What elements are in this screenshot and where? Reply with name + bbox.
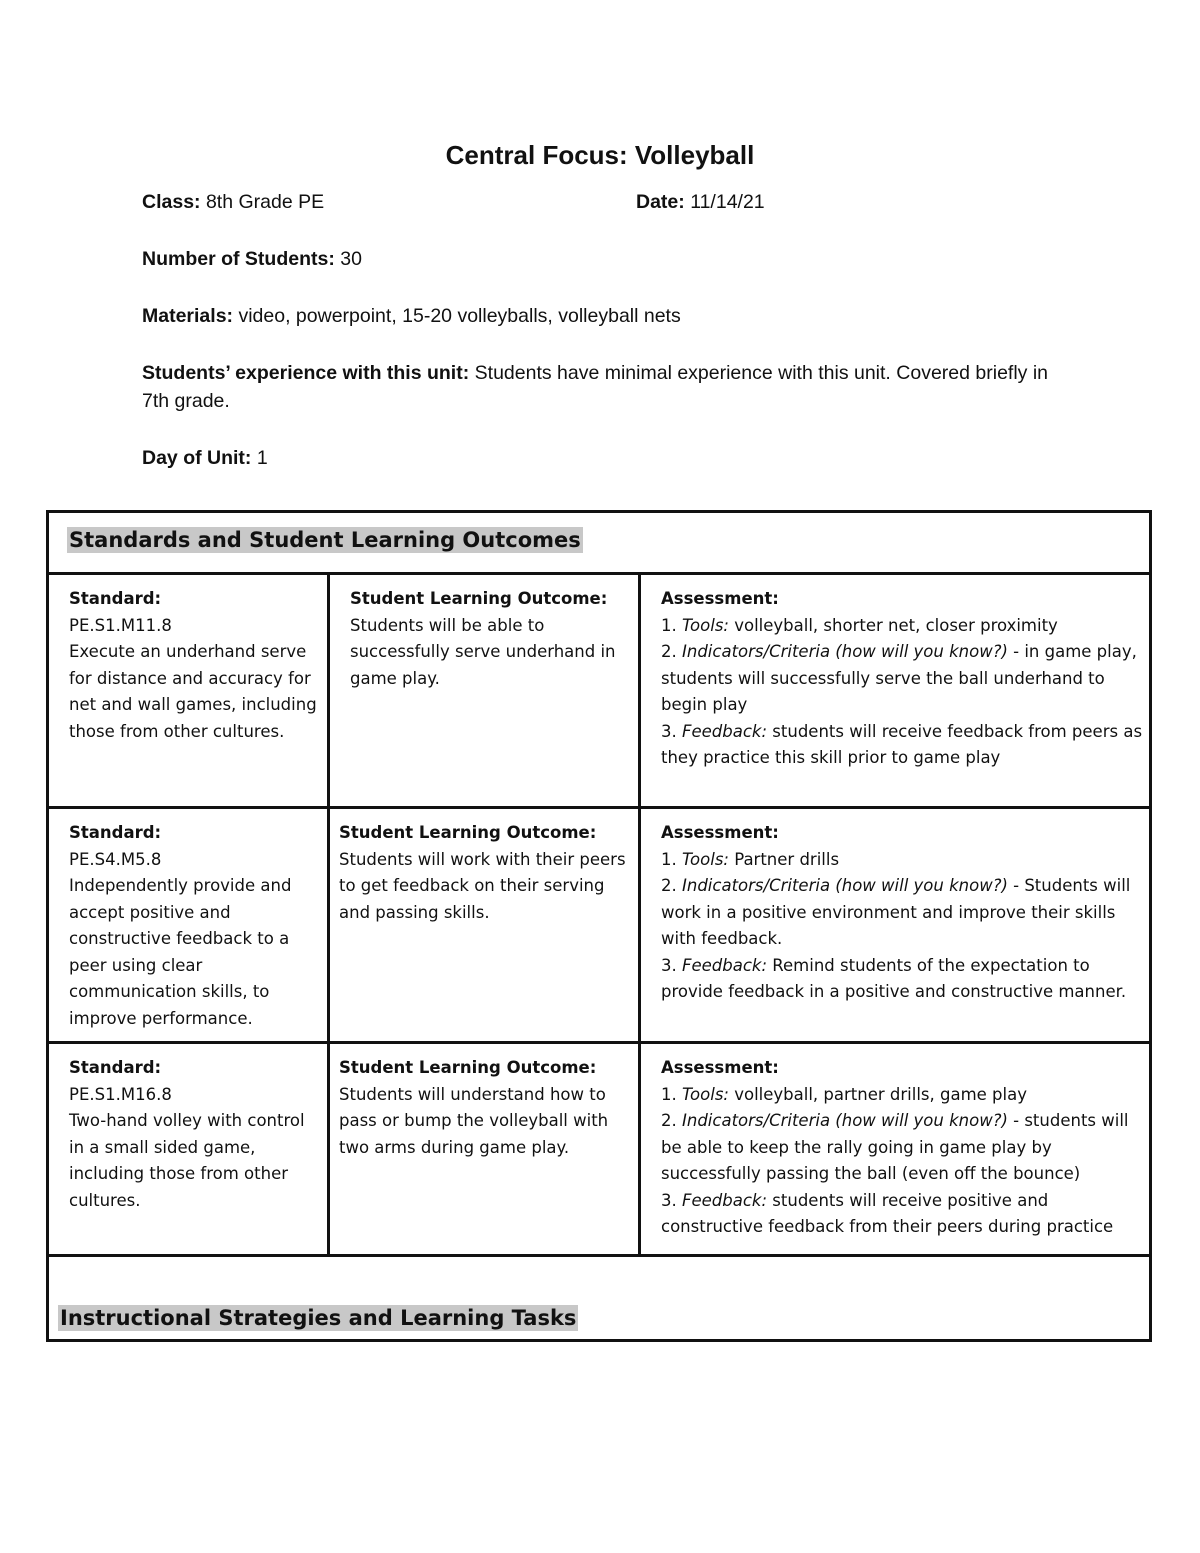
experience-label: Students’ experience with this unit: <box>142 362 470 384</box>
page-title: Central Focus: Volleyball <box>445 140 755 170</box>
date-value: 11/14/21 <box>690 191 765 213</box>
outcome-label: Student Learning Outcome: <box>339 823 597 842</box>
tools-label: Tools: <box>682 849 729 869</box>
indicators-label: Indicators/Criteria (how will you know?) <box>682 642 1008 661</box>
section-heading-standards: Standards and Student Learning Outcomes <box>69 528 581 552</box>
assessment-indicators <box>661 873 1143 953</box>
standard-cell <box>69 820 319 1032</box>
table-divider <box>638 572 641 1257</box>
section-heading-instructional: Instructional Strategies and Learning Tasks <box>60 1306 577 1330</box>
assessment-feedback <box>661 1188 1143 1241</box>
item-number: 2. <box>661 1111 682 1130</box>
experience-value: Students have minimal experience with this unit. Covered briefly in 7th grade. <box>142 362 1049 412</box>
standard-label: Standard: <box>69 1058 162 1077</box>
tools-text: volleyball, partner drills, game play <box>728 1084 1027 1104</box>
assessment-feedback <box>661 953 1143 1006</box>
item-number: 3. <box>661 721 682 741</box>
standard-code: PE.S1.M11.8 <box>69 615 172 635</box>
date-label: Date: <box>636 191 685 213</box>
tools-text: volleyball, shorter net, closer proximity <box>728 615 1058 635</box>
item-number: 2. <box>661 642 682 661</box>
standard-label: Standard: <box>69 823 162 842</box>
day-line <box>142 444 268 472</box>
indicators-text: - students will be able to keep the rally going in game play by successfully passing the ball (even off the bounce) <box>661 1111 1129 1183</box>
item-number: 1. <box>661 1084 682 1104</box>
table-divider <box>49 806 1149 809</box>
table-divider <box>49 1254 1149 1257</box>
standard-label: Standard: <box>69 589 162 608</box>
assessment-cell <box>661 820 1143 1006</box>
standard-text: Execute an underhand serve for distance and accuracy for net and wall games, including those from other cultures. <box>69 642 317 741</box>
standard-cell <box>69 586 319 745</box>
item-number: 3. <box>661 1190 682 1210</box>
item-number: 3. <box>661 955 682 975</box>
outcome-text: Students will work with their peers to get feedback on their serving and passing skills. <box>339 849 626 922</box>
class-line <box>142 188 324 216</box>
standard-text: Independently provide and accept positive and constructive feedback to a peer using clear communication skills, to improve performance. <box>69 876 292 1028</box>
assessment-indicators <box>661 639 1143 719</box>
outcome-cell <box>339 820 631 926</box>
assessment-tools <box>661 1082 1143 1109</box>
students-label: Number of Students: <box>142 248 335 270</box>
standard-cell <box>69 1055 319 1214</box>
indicators-text: - in game play, students will successfully serve the ball underhand to begin play <box>661 642 1137 714</box>
standard-text: Two-hand volley with control in a small sided game, including those from other cultures. <box>69 1111 305 1210</box>
experience-line <box>142 359 1072 415</box>
outcome-cell <box>339 1055 631 1161</box>
materials-value: video, powerpoint, 15-20 volleyballs, volleyball nets <box>238 305 681 327</box>
assessment-tools <box>661 613 1143 640</box>
table-divider <box>49 1041 1149 1044</box>
students-line <box>142 245 362 273</box>
item-number: 2. <box>661 876 682 895</box>
standard-code: PE.S4.M5.8 <box>69 849 162 869</box>
assessment-label: Assessment: <box>661 589 779 608</box>
feedback-label: Feedback: <box>682 721 768 741</box>
outcome-cell <box>350 586 632 692</box>
indicators-label: Indicators/Criteria (how will you know?) <box>682 1111 1008 1130</box>
feedback-text: Remind students of the expectation to provide feedback in a positive and constructive manner. <box>661 955 1127 1001</box>
class-label: Class: <box>142 191 201 213</box>
assessment-feedback <box>661 719 1143 772</box>
date-line <box>636 188 765 216</box>
table-divider <box>49 572 1149 575</box>
day-value: 1 <box>256 447 268 469</box>
assessment-cell <box>661 586 1143 772</box>
tools-label: Tools: <box>682 1084 729 1104</box>
assessment-label: Assessment: <box>661 1058 779 1077</box>
feedback-text: students will receive positive and constructive feedback from their peers during practice <box>661 1190 1114 1236</box>
outcome-text: Students will be able to successfully serve underhand in game play. <box>350 615 616 688</box>
standard-code: PE.S1.M16.8 <box>69 1084 172 1104</box>
outcome-label: Student Learning Outcome: <box>350 589 608 608</box>
assessment-cell <box>661 1055 1143 1241</box>
outcome-text: Students will understand how to pass or bump the volleyball with two arms during game play. <box>339 1084 609 1157</box>
feedback-label: Feedback: <box>682 1190 768 1210</box>
feedback-label: Feedback: <box>682 955 768 975</box>
assessment-label: Assessment: <box>661 823 779 842</box>
materials-line <box>142 302 681 330</box>
materials-label: Materials: <box>142 305 234 327</box>
indicators-text: - Students will work in a positive environment and improve their skills with feedback. <box>661 876 1131 948</box>
students-value: 30 <box>340 248 362 270</box>
item-number: 1. <box>661 615 682 635</box>
day-label: Day of Unit: <box>142 447 252 469</box>
class-value: 8th Grade PE <box>205 191 325 213</box>
indicators-label: Indicators/Criteria (how will you know?) <box>682 876 1008 895</box>
table-divider <box>327 572 330 1257</box>
outcome-label: Student Learning Outcome: <box>339 1058 597 1077</box>
assessment-tools <box>661 847 1143 874</box>
standards-table <box>46 510 1152 1342</box>
assessment-indicators <box>661 1108 1143 1188</box>
tools-label: Tools: <box>682 615 729 635</box>
item-number: 1. <box>661 849 682 869</box>
feedback-text: students will receive feedback from peers as they practice this skill prior to game play <box>661 721 1143 767</box>
tools-text: Partner drills <box>728 849 840 869</box>
